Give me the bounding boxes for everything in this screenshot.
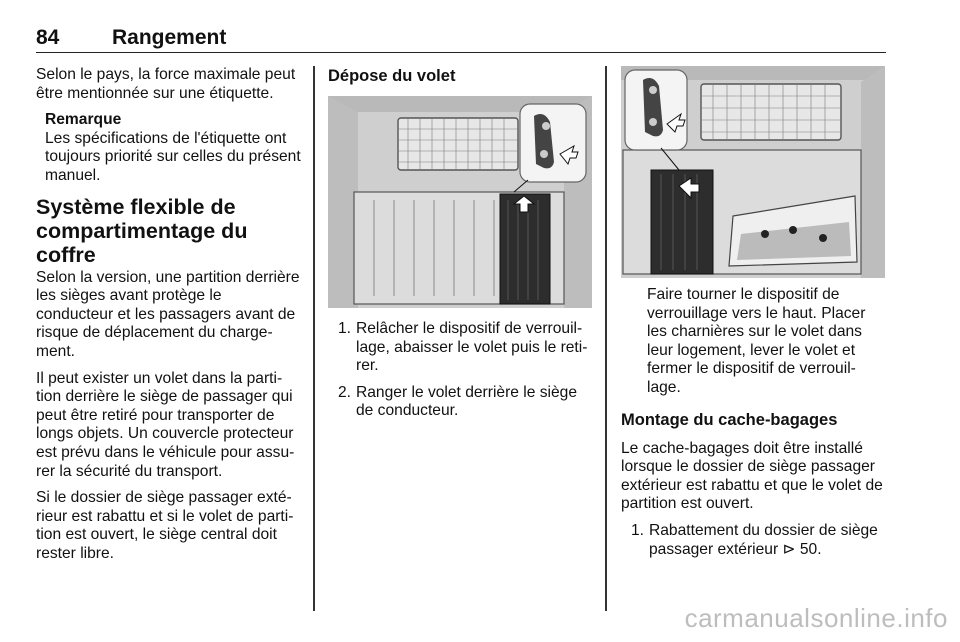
section-title: Système flexible de compartimentage du coffre (36, 194, 248, 267)
instruction-list (621, 522, 887, 559)
paragraph: Si le dossier de siège passager exté-rieur est rabattu et si le volet de parti-tion est ouvert, le siège central doit rester libre. (36, 489, 294, 562)
chapter-title: Rangement (112, 26, 227, 49)
note-block (45, 111, 302, 185)
list-item (328, 384, 594, 421)
paragraph: Il peut exister un volet dans la parti-tion derrière le siège de passager qui peut être retiré pour transporter de longs objets. Un couvercle protecteur est prévu dans le véhicule pour assu-rer la sécurité du transport. (36, 369, 295, 480)
page-header (36, 26, 886, 53)
step-text: Ranger le volet derrière le siège de conducteur. (356, 383, 578, 420)
column-divider (313, 66, 315, 611)
paragraph: Selon la version, une partition derrière les sièges avant protège le conducteur et les passagers avant de risque de déplacement du charge-ment. (36, 268, 300, 360)
instruction-list (328, 320, 594, 421)
page-number: 84 (36, 26, 60, 49)
step-number: 1. (338, 320, 352, 337)
watermark: carmanualsonline.info (684, 603, 948, 633)
middle-column (328, 66, 594, 429)
step-text: Relâcher le dispositif de verrouil-lage, abaisser le volet puis le reti-rer. (356, 320, 588, 375)
lock-mechanism-illustration (621, 66, 885, 278)
step-number: 2. (338, 383, 352, 401)
step-text: Rabattement du dossier de siège passager extérieur ⊳ 50. (649, 521, 878, 558)
paragraph: Le cache-bagages doit être installé lorsque le dossier de siège passager extérieur est rabattu et que le volet de partition est ouvert. (621, 439, 883, 513)
intro-paragraph: Selon le pays, la force maximale peut être mentionnée sur une étiquette. (36, 66, 296, 102)
section-heading: Dépose du volet (328, 67, 456, 85)
section-heading: Montage du cache-bagages (621, 410, 838, 429)
column-divider (605, 66, 607, 611)
cargo-partition-illustration (328, 96, 592, 308)
list-item (621, 522, 887, 559)
left-column (36, 66, 302, 571)
right-column (621, 66, 887, 567)
note-title: Remarque (45, 111, 122, 129)
note-text: Les spécifications de l'étiquette ont toujours priorité sur celles du présent manuel. (45, 129, 301, 184)
step-number: 1. (631, 521, 645, 539)
figure-caption: Faire tourner le dispositif de verrouillage vers le haut. Placer les charnières sur le volet dans leur logement, lever le volet et fermer le dispositif de verrouil-lage. (647, 286, 866, 396)
list-item (328, 320, 594, 376)
